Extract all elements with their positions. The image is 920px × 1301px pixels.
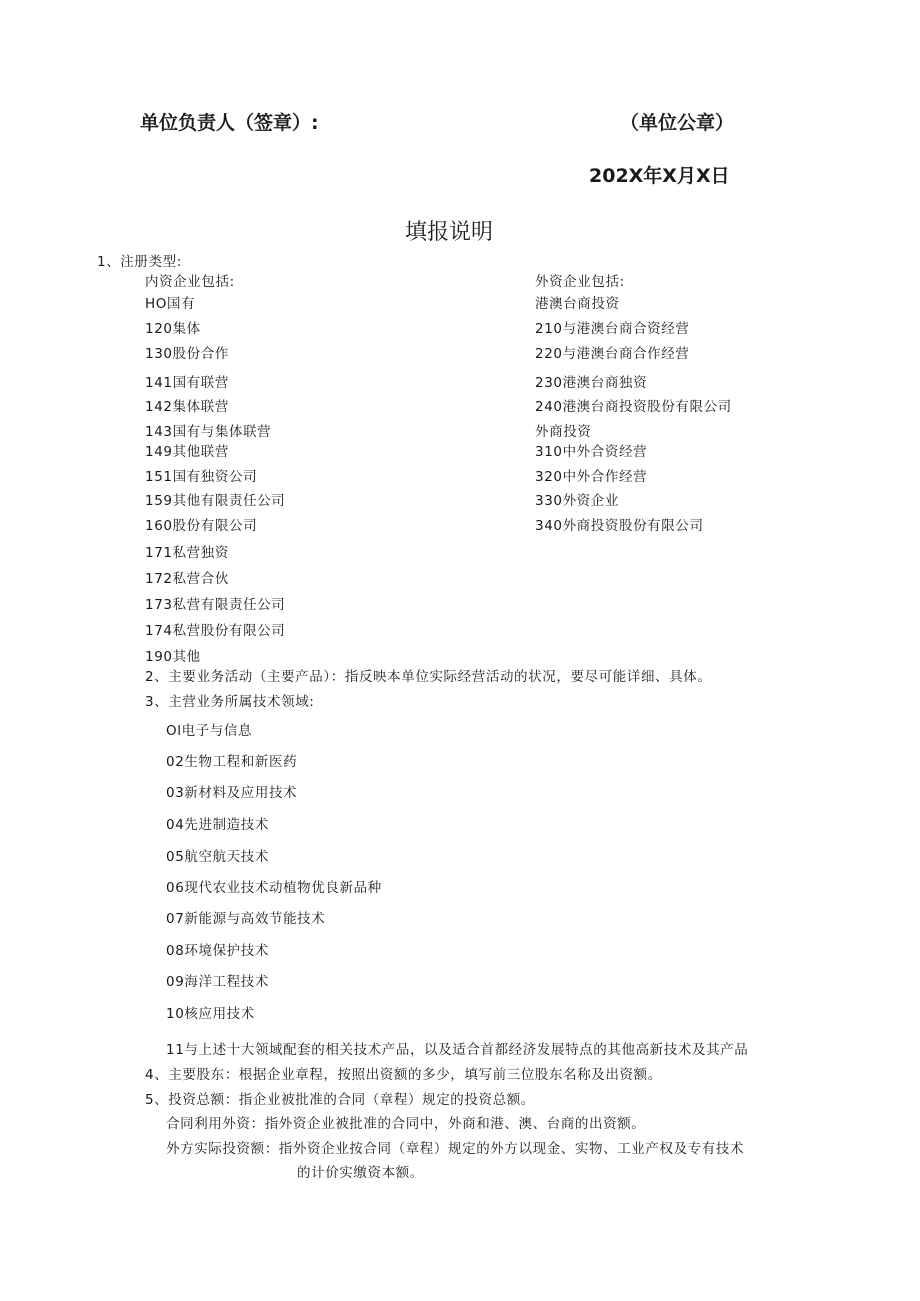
domestic-item: 172私营合伙 <box>145 571 229 587</box>
tech-field-item: 07新能源与高效节能技术 <box>166 911 326 927</box>
domestic-item: 174私营股份有限公司 <box>145 623 286 639</box>
tech-field-item: 04先进制造技术 <box>166 817 269 833</box>
section5-line2: 合同利用外资：指外资企业被批准的合同中，外商和港、澳、台商的出资额。 <box>166 1116 646 1132</box>
tech-field-item: 11与上述十大领域配套的相关技术产品，以及适合首都经济发展特点的其他高新技术及其产品 <box>166 1042 749 1058</box>
domestic-item: 143国有与集体联营 <box>145 424 272 440</box>
section2-text: 2、主要业务活动（主要产品）：指反映本单位实际经营活动的状况，要尽可能详细、具体。 <box>145 669 712 685</box>
domestic-item: HO国有 <box>145 296 196 312</box>
foreign-item: 外商投资 <box>535 424 592 440</box>
domestic-item: 173私营有限责任公司 <box>145 597 286 613</box>
domestic-item: 160股份有限公司 <box>145 518 258 534</box>
section5-line1: 5、投资总额：指企业被批准的合同（章程）规定的投资总额。 <box>145 1092 535 1108</box>
tech-field-item: 06现代农业技术动植物优良新品种 <box>166 880 382 896</box>
foreign-item: 230港澳台商独资 <box>535 375 648 391</box>
section5-line3: 外方实际投资额：指外资企业按合同（章程）规定的外方以现金、实物、工业产权及专有技术 <box>166 1141 745 1157</box>
domestic-item: 159其他有限责任公司 <box>145 493 286 509</box>
tech-field-item: 05航空航天技术 <box>166 849 269 865</box>
seal-label: （单位公章） <box>620 112 735 134</box>
domestic-item: 151国有独资公司 <box>145 469 258 485</box>
domestic-item: 149其他联营 <box>145 444 229 460</box>
foreign-item: 320中外合作经营 <box>535 469 648 485</box>
signature-label: 单位负责人（签章）: <box>140 112 319 134</box>
page-title: 填报说明 <box>405 220 494 245</box>
section5-line4: 的计价实缴资本额。 <box>297 1165 424 1181</box>
domestic-item: 142集体联营 <box>145 399 229 415</box>
domestic-item: 130股份合作 <box>145 346 229 362</box>
tech-field-item: 08环境保护技术 <box>166 943 269 959</box>
foreign-item: 310中外合资经营 <box>535 444 648 460</box>
domestic-item: 190其他 <box>145 649 201 665</box>
foreign-item: 港澳台商投资 <box>535 296 620 312</box>
section1-heading: 1、注册类型: <box>97 254 182 270</box>
foreign-item: 340外商投资股份有限公司 <box>535 518 704 534</box>
tech-field-item: 09海洋工程技术 <box>166 974 269 990</box>
foreign-item: 220与港澳台商合作经营 <box>535 346 690 362</box>
foreign-item: 330外资企业 <box>535 493 619 509</box>
section4-text: 4、主要股东：根据企业章程，按照出资额的多少，填写前三位股东名称及出资额。 <box>145 1067 662 1083</box>
domestic-item: 141国有联营 <box>145 375 229 391</box>
foreign-heading: 外资企业包括: <box>535 274 625 290</box>
domestic-item: 120集体 <box>145 321 201 337</box>
foreign-item: 240港澳台商投资股份有限公司 <box>535 399 732 415</box>
tech-field-item: Ol电子与信息 <box>166 723 253 739</box>
tech-field-item: 03新材料及应用技术 <box>166 785 298 801</box>
section3-heading: 3、主营业务所属技术领域: <box>145 694 315 710</box>
foreign-item: 210与港澳台商合资经营 <box>535 321 690 337</box>
tech-field-item: 02生物工程和新医药 <box>166 754 298 770</box>
date-label: 202X年X月X日 <box>589 165 730 187</box>
domestic-heading: 内资企业包括: <box>145 274 235 290</box>
domestic-item: 171私营独资 <box>145 545 229 561</box>
tech-field-item: 10核应用技术 <box>166 1006 255 1022</box>
